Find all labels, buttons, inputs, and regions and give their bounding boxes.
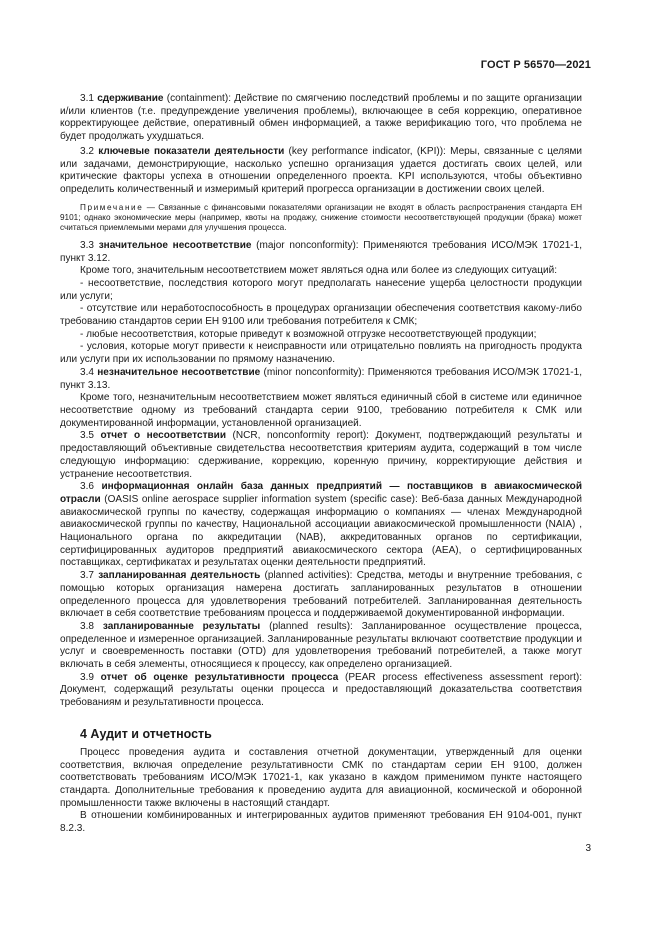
term-3-7 [60, 570, 582, 621]
term-definition: (key performance indicator, (KPI)): Меры, связанные с целями или задачами, демонстрирующие, насколько успешно организация удается достигать своих целей, или критические факторы успеха в отношении определенного проекта. KPI используются, чтобы объективно определить количественный и измеримый критерий прогресса организации в достижении своих целей. [60, 145, 582, 195]
term-title: отчет о несоответствии [100, 430, 227, 442]
term-number: 3.1 [80, 93, 94, 104]
term-definition: (planned activities): Средства, методы и внутренние требования, с помощью которых организация намерена достигать запланированных результатов в отношении определенного процесса для удовлетворения требований потребителей. Запланированная деятельность включает в себя соответствие требованиям процесса и поддерживаемой документированной информации. [60, 570, 582, 620]
term-3-4 [60, 367, 582, 392]
term-3-5 [60, 430, 582, 481]
note-label: Примечание [80, 202, 144, 212]
page-content [60, 93, 582, 836]
list-item: - условия, которые могут привести к неисправности или отрицательно повлиять на пригодность продукта или услуги при их использовании по прямому назначению. [60, 341, 582, 366]
note-text: — Связанные с финансовыми показателями организации не входят в область распространения стандарта ЕН 9101; однако экономические меры (например, квоты на продажу, снижение стоимости несоответствующей продукции (брака) может считаться приемлемыми мерами для улучшения процесса. [60, 202, 582, 233]
term-3-3 [60, 240, 582, 265]
term-number: 3.6 [80, 481, 94, 493]
term-title: незначительное несоответствие [97, 366, 261, 378]
term-3-2 [60, 146, 582, 197]
section-paragraph: В отношении комбинированных и интегрированных аудитов применяют требования ЕН 9104-001, пункт 8.2.3. [60, 810, 582, 835]
section-heading: 4 Аудит и отчетность [80, 726, 212, 741]
term-3-4-extra: Кроме того, незначительным несоответствием может являться единичный сбой в системе или единичное несоответствие одному из требований стандарта серии 9100, требованию потребителя к СМК или документированной информации, установленной организацией. [60, 392, 582, 429]
list-item: - отсутствие или неработоспособность в процедурах организации обеспечения соответствия какому-либо требованию стандартов серии ЕН 9100 или требования потребителя к СМК; [60, 303, 582, 328]
term-definition: (OASIS online aerospace supplier information system (specific case): Веб-база данных Международной авиакосмической группы по качеству, содержащая информацию о компаниях — членах Международной авиакосмической группы по качеству, Национальной ассоциации авиакосмической промышленности (NAIA) , Национального органа по аккредитации (NAB), аккредитованных органов по сертификации, сертифицированных аудиторов предприятий авиакосмического сектора (AEA), о сертифицированных поставщиках, сертификатах и результатах оценки деятельности предприятий. [60, 493, 582, 569]
note-paragraph [60, 203, 582, 234]
section-paragraph: Процесс проведения аудита и составления отчетной документации, утвержденный для оценки соответствия, включая определение результативности СМК по стандартам серии ЕН 9100, должен соответствовать требованиям ИСО/МЭК 17021-1, как указано в каждом применимом пункте настоящего стандарта. Дополнительные требования к проведению аудита для авиационной, космической и оборонной промышленности также включены в настоящий стандарт. [60, 746, 582, 809]
term-title: информационная онлайн база данных предприятий — поставщиков в авиакосмической отрасли [60, 481, 582, 505]
page-number: 3 [585, 843, 591, 854]
term-3-1 [60, 93, 582, 144]
term-title: ключевые показатели деятельности [98, 145, 285, 157]
term-3-6 [60, 481, 582, 570]
list-item: - любые несоответствия, которые приведут к возможной отгрузке несоответствующей продукции; [80, 328, 537, 340]
term-3-8 [60, 621, 582, 672]
term-number: 3.2 [80, 145, 94, 157]
term-title: значительное несоответствие [98, 239, 252, 251]
term-definition: (planned results): Запланированное осуществление процесса, определенное и измеренное организацией. Запланированные результаты включают соответствие продукции и услуг и своевременность поставки (OTD) для удовлетворения требований потребителей, а также могут включать в себя элементы, относящиеся к процессу, как определено организацией. [60, 620, 582, 671]
term-number: 3.7 [80, 570, 94, 582]
term-number: 3.3 [80, 239, 94, 251]
term-number: 3.8 [80, 620, 94, 632]
term-number: 3.4 [80, 366, 94, 378]
term-definition: (minor nonconformity): Применяются требования ИСО/МЭК 17021-1, пункт 3.13. [60, 366, 583, 391]
term-definition: (containment): Действие по смягчению последствий проблемы и по защите организации и/или клиентов (т.е. предупреждение увеличения проблемы), включающее в себя коррекцию, оперативное корректирующее действие, оперативный обмен информацией, а также верификацию того, что проблема не будет продолжать ухудшаться. [60, 93, 582, 143]
term-definition: (major nonconformity): Применяются требования ИСО/МЭК 17021-1, пункт 3.12. [60, 239, 583, 264]
term-title: сдерживание [97, 93, 164, 104]
term-3-9 [60, 672, 582, 710]
term-title: запланированная деятельность [98, 570, 261, 582]
term-title: отчет об оценке результативности процесса [100, 671, 339, 683]
list-item: - несоответствие, последствия которого могут предполагать нанесение ущерба целостности продукции или услуги; [60, 277, 582, 302]
term-definition: (PEAR process effectiveness assessment report): Документ, содержащий результаты оценки процесса и предоставляющий доказательства соответствия требованиям и результативности процесса. [60, 671, 582, 709]
term-number: 3.5 [80, 430, 94, 442]
term-title: запланированные результаты [102, 620, 261, 632]
term-definition: (NCR, nonconformity report): Документ, подтверждающий результаты и предоставляющий объективные свидетельства несоответствия критериям аудита, содержащий в том числе следующую информацию: сдерживание, коррекцию, коренную причину, корректирующие действия и устранение несоответствия. [60, 430, 582, 480]
term-number: 3.9 [80, 671, 94, 683]
term-3-3-extra: Кроме того, значительным несоответствием может являться одна или более из следующих ситуаций: [80, 265, 558, 277]
standard-designation: ГОСТ Р 56570—2021 [480, 59, 591, 71]
